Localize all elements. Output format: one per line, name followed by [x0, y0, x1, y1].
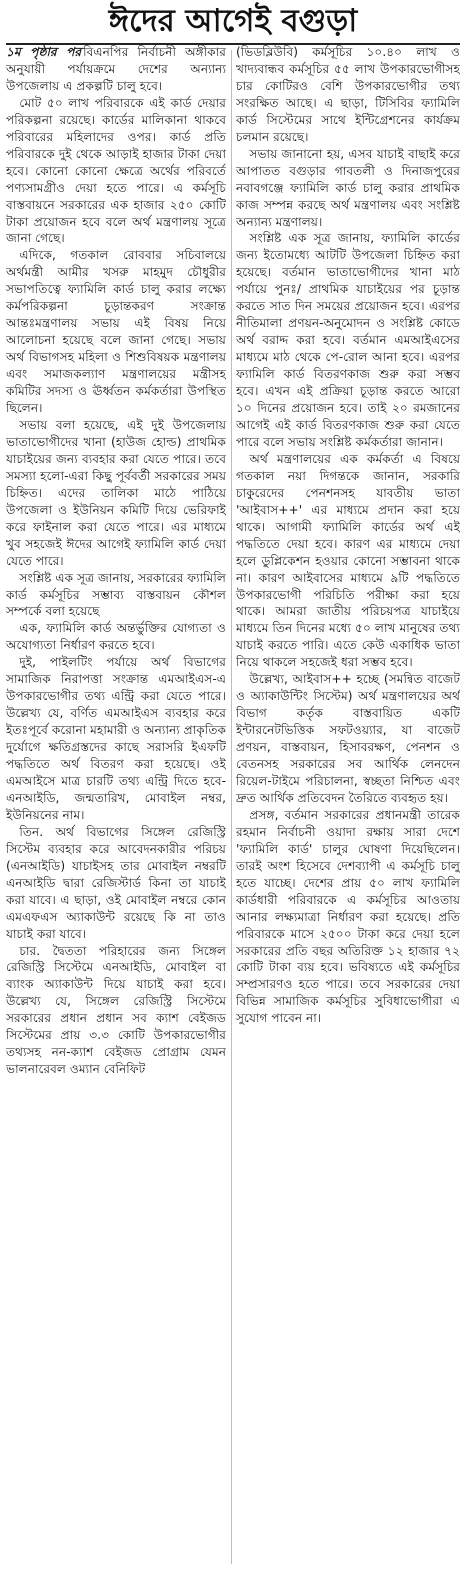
- continuation-kicker: ১ম পৃষ্ঠার পর: [6, 45, 82, 59]
- article-paragraph: দুই, পাইলটিং পর্যায়ে অর্থ বিভাগের সামাজিক নিরাপত্তা সংক্রান্ত এমআইএস-এ উপকারভোগীর তথ্য এন্ট্রি করা যেতে পারে। উল্লেখ্য যে, বর্ণিত এমআইএস ব্যবহার করে ইতঃপূর্বে করোনা মহামারী ও অন্যান্য প্রাকৃতিক দুর্যোগে ক্ষতিগ্রস্তদের কাছে সরাসরি ইএফটি পদ্ধতিতে অর্থ বিতরণ করা হয়েছে। ওই এমআইসে মাত্র চারটি তথ্য এন্ট্রি দিতে হবে- এনআইডি, জন্মতারিখ, মোবাইল নম্বর, ইউনিয়নের নাম।: [6, 655, 226, 822]
- article-paragraph: মোট ৫০ লাখ পরিবারকে এই কার্ড দেয়ার পরিকল্পনা রয়েছে। কার্ডের মালিকানা থাকবে পরিবারের মহিলাদের ওপর। কার্ড প্রতি পরিবারকে দুই থেকে আড়াই হাজার টাকা দেয়া হবে। কোনো কোনো ক্ষেত্রে অর্থের পরিবর্তে পণ্যসামগ্রীও দেয়া হতে পারে। এ কর্মসূচি বাস্তবায়নে সরকারের এক হাজার ২৫০ কোটি টাকা প্রয়োজন হবে বলে অর্থ মন্ত্রণালয় সূত্রে জানা গেছে।: [6, 95, 226, 246]
- article-paragraph: ১ম পৃষ্ঠার পর বিএনপির নির্বাচনী অঙ্গীকার অনুযায়ী পর্যায়ক্রমে দেশের অন্যান্য উপজেলায় এ প্রকল্পটি চালু হবে।: [6, 45, 226, 93]
- article-paragraph: উল্লেখ্য, আইবাস++ হচ্ছে (সমন্বিত বাজেট ও অ্যাকাউন্টিং সিস্টেম) অর্থ মন্ত্রণালয়ের অর্থ বিভাগ কর্তৃক বাস্তবায়িত একটি ইন্টারনেটভিত্তিক সফটওয়্যার, যা বাজেট প্রণয়ন, বাস্তবায়ন, হিসাবরক্ষণ, পেনশন ও বেতনসহ সরকারের সব আর্থিক লেনদেন রিয়েল-টাইমে পরিচালনা, স্বচ্ছতা নিশ্চিত এবং দ্রুত আর্থিক প্রতিবেদন তৈরিতে ব্যবহৃত হয়।: [236, 672, 460, 805]
- article-paragraph: অর্থ মন্ত্রণালয়ের এক কর্মকর্তা এ বিষয়ে গতকাল নয়া দিগন্তকে জানান, সরকারি চাকুরেদের পেনশনসহ যাবতীয় ভাতা 'আইবাস++' এর মাধ্যমে প্রদান করা হয়ে থাকে। আগামী ফ্যামিলি কার্ডের অর্থ এই পদ্ধতিতে দেয়া হবে। কারণ এর মাধ্যমে দেয়া হলে ডুপ্লিকেশন হওয়ার কোনো সম্ভাবনা থাকে না। কারণ আইবাসের মাধ্যমে ৯টি পদ্ধতিতে উপকারভোগী পরিচিতি পরীক্ষা করা হয়ে থাকে। আমরা জাতীয় পরিচয়পত্র যাচাইয়ে মাধ্যমে তিন দিনের মধ্যে ৫০ লাখ মানুষের তথ্য যাচাই করতে পারি। এতে কেউ একাধিক ভাতা নিয়ে থাকলে সহজেই ধরা সম্ভব হবে।: [236, 451, 460, 670]
- article-paragraph: এক, ফ্যামিলি কার্ড অন্তর্ভুক্তির যোগ্যতা ও অযোগ্যতা নির্ধারণ করতে হবে।: [6, 621, 226, 653]
- article-paragraph: সংশ্লিষ্ট এক সূত্র জানায়, সরকারের ফ্যামিলি কার্ড কর্মসূচির সম্ভাব্য বাস্তবায়ন কৌশল সম্পর্কে বলা হয়েছে: [6, 570, 226, 619]
- article-paragraph: প্রসঙ্গ, বর্তমান সরকারের প্রধানমন্ত্রী তারেক রহমান নির্বাচনী ওয়াদা রক্ষায় সারা দেশে 'ফ্যামিলি কার্ড' চালুর ঘোষণা দিয়েছিলেন। তারই অংশ হিসেবে দেশব্যাপী এ কর্মসূচি চালু হতে যাচ্ছে। দেশের প্রায় ৫০ লাখ ফ্যামিলি কার্ডধারী পরিবারকে এ কর্মসূচির আওতায় আনার লক্ষ্যমাত্রা নির্ধারণ করা হয়েছে। প্রতি পরিবারকে মাসে ২৫০০ টাকা করে দেয়া হলে সরকারের প্রতি বছর অতিরিক্ত ১২ হাজার ৭২ কোটি টাকা ব্যয় হবে। ভবিষ্যতে এই কর্মসূচির সম্প্রসারণও হতে পারে। তবে সরকারের দেয়া বিভিন্ন সামাজিক কর্মসূচির সুবিধাভোগীরা এ সুযোগ পাবেন না।: [236, 807, 460, 1026]
- article-paragraph: (ভিডব্লিউবি) কর্মসূচির ১০.৪০ লাখ ও খাদ্যবান্ধব কর্মসূচির ৫৫ লাখ উপকারভোগীসহ চার কোটিরও বেশি উপকারভোগীর তথ্য সংরক্ষিত আছে। এ ছাড়া, টিসিবির ফ্যামিলি কার্ড সিস্টেমের সাথে ইন্টিগ্রেশনের কার্যক্রম চলমান রয়েছে।: [236, 45, 460, 144]
- article-paragraph: সভায় বলা হয়েছে, এই দুই উপজেলায় ভাতাভোগীদের খানা (হাউজ হোল্ড) প্রাথমিক যাচাইয়ের জন্য ব্যবহার করা যেতে পারে। তবে সমস্যা হলো-এরা কিছু পূর্ববর্তী সরকারের সময় চিহ্নিত। এদের তালিকা মাঠে পাঠিয়ে উপজেলা ও ইউনিয়ন কমিটি দিয়ে ভেরিফাই করে ফাইনাল করা যেতে পারে। এর মাধ্যমে খুব সহজেই ঈদের আগেই ফ্যামিলি কার্ড দেয়া যেতে পারে।: [6, 417, 226, 568]
- article-paragraph: এদিকে, গতকাল রোববার সচিবালয়ে অর্থমন্ত্রী আমীর খসরু মাহমুদ চৌধুরীর সভাপতিত্বে ফ্যামিলি কার্ড চালু করার লক্ষ্যে কর্মপরিকল্পনা চূড়ান্তকরণ সংক্রান্ত আন্তঃমন্ত্রণালয় সভায় এই বিষয় নিয়ে আলোচনা হয়েছে বলে জানা গেছে। সভায় অর্থ বিভাগসহ মহিলা ও শিশুবিষয়ক মন্ত্রণালয় এবং সমাজকল্যাণ মন্ত্রণালয়ের মন্ত্রীসহ কমিটির সদস্য ও ঊর্ধ্বতন কর্মকর্তারা উপস্থিত ছিলেন।: [6, 248, 226, 416]
- headline: ঈদের আগেই বগুড়া: [108, 3, 358, 39]
- article-paragraph: চার. দ্বৈততা পরিহারের জন্য সিঙ্গেল রেজিস্ট্রি সিস্টেমে এনআইডি, মোবাইল বা ব্যাংক অ্যাকাউন্ট দিয়ে যাচাই করা হবে। উল্লেখ্য যে, সিঙ্গেল রেজিস্ট্রি সিস্টেমে সরকারের প্রধান প্রধান সব ক্যাশ বেইজড সিস্টেমের প্রায় ৩.৩ কোটি উপকারভোগীর তথ্যসহ নন-ক্যাশ বেইজড প্রোগ্রাম যেমন ভালনারেবল ওম্যান বেনিফিট: [6, 943, 226, 1077]
- article-column-left: [6, 44, 226, 1568]
- article-paragraph: সংশ্লিষ্ট এক সূত্র জানায়, ফ্যামিলি কার্ডের জন্য ইতোমধ্যে আটটি উপজেলা চিহ্নিত করা হয়েছে। বর্তমান ভাতাভোগীদের খানা মাঠ পর্যায়ে পুনঃ/ প্রাথমিক যাচাইয়ের পর চূড়ান্ত করতে সাত দিন সময়ের প্রয়োজন হবে। এরপর নীতিমালা প্রণয়ন-অনুমোদন ও সংশ্লিষ্ট কোডে অর্থ বরাদ্দ করা হবে। বর্তমান এমআইএসের মাধ্যমে মাঠ থেকে পে-রোল আনা হবে। এরপর ফ্যামিলি কার্ড বিতরণকাজ শুরু করা সম্ভব হবে। এখন এই প্রক্রিয়া চূড়ান্ত করতে আরো ১০ দিনের প্রয়োজন হবে। তাই ২০ রমজানের আগেই এই কার্ড বিতরণকাজ শুরু করা যেতে পারে বলে সভায় সংশ্লিষ্ট কর্মকর্তারা জানান।: [236, 231, 460, 449]
- article-paragraph: তিন. অর্থ বিভাগের সিঙ্গেল রেজিস্ট্রি সিস্টেম ব্যবহার করে আবেদনকারীর পরিচয় (এনআইডি) যাচাইসহ তার মোবাইল নম্বরটি এনআইডি দ্বারা রেজিস্টার্ড কিনা তা যাচাই করা যাবে। এ ছাড়া, ওই মোবাইল নম্বরে কোন এমএফএস অ্যাকাউন্ট রয়েছে কি না তাও যাচাই করা যাবে।: [6, 824, 226, 941]
- article-paragraph: সভায় জানানো হয়, এসব যাচাই বাছাই করে আপাতত বগুড়ার গাবতলী ও দিনাজপুরের নবাবগঞ্জে ফ্যামিলি কার্ড চালু করার প্রাথমিক কাজ সম্পন্ন করছে অর্থ মন্ত্রণালয় এবং সংশ্লিষ্ট অন্যান্য মন্ত্রণালয়।: [236, 146, 460, 229]
- article-column-right: [236, 44, 460, 1568]
- column-divider: [231, 50, 232, 1564]
